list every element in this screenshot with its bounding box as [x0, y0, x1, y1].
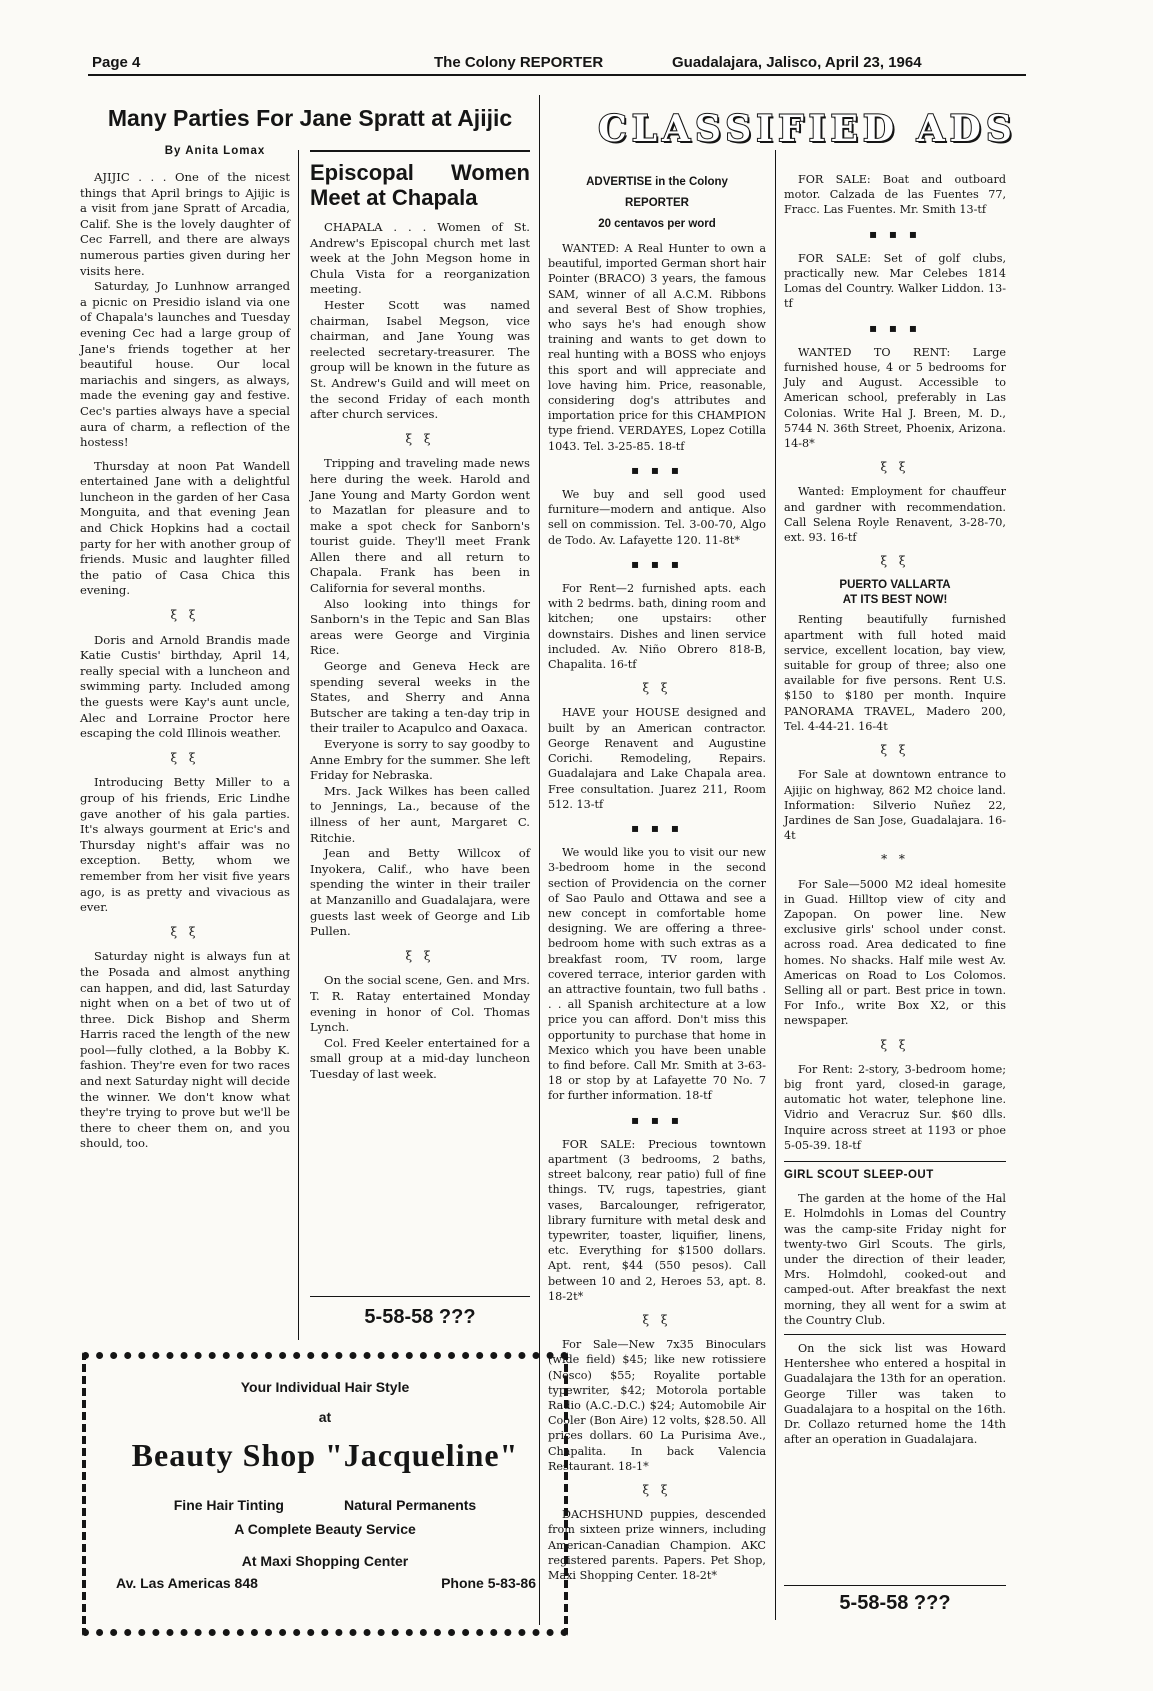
classifieds-phone-promo: 5-58-58 ???: [839, 1592, 951, 1614]
section-ornament: ξ ξ: [405, 431, 435, 446]
episcopal-paragraph: Mrs. Jack Wilkes has been called to Jennings, La., because of the illness of her aunt, Margaret C. Ritchie.: [310, 783, 530, 845]
classified-ads-title: CLASSIFIED ADS: [598, 108, 1017, 150]
classified-ad: We would like you to visit our new 3-bedroom home in the second section of Providencia on the corner of Sao Paulo and Ottawa and see a new concept in comfortable home designing. We are offering a three-bedroom home with such extras as a breakfast room, TV room, large covered terrace, interior garden with an attractive fountain, two full baths . . . all Spanish architecture at a low price you can afford. Don't miss this opportunity to purchase that home in Mexico which you have been unable to find before. Call Mr. Smith at 3-63-18 or stop by at Lafayette 70 No. 7 for further information. 18-tf: [548, 846, 766, 1103]
section-ornament: ξ ξ: [642, 681, 672, 696]
classifieds-intro-line: ADVERTISE in the Colony: [586, 176, 728, 188]
header-rule: [88, 74, 1026, 76]
section-ornament: ξ ξ: [880, 460, 910, 475]
ad-line-2: at: [318, 1409, 332, 1425]
classified-ad: WANTED: A Real Hunter to own a beautiful, imported German short hair Pointer (BRACO) 3 years, the famous SAM, winner of all A.C.M. Ribbons and several Best of Show trophies, who says he's had enough show training and wants to get down to real hunting with a BOSS who enjoys this sport and will appreciate and love having him. Price, reasonable, considering dog's attributes and importation price for this CHAMPION type friend. VERDAYES, Lopez Cotilla 1043. Tel. 3-25-85. 18-tf: [548, 242, 766, 453]
shop-name: Beauty Shop "Jacqueline": [131, 1437, 519, 1473]
classified-ad: We buy and sell good used furniture—modern and antique. Also sell on commission. Tel. 3-00-70, Algo de Todo. Av. Lafayette 120. 11-8t*: [548, 488, 766, 547]
section-ornament: ξ ξ: [170, 750, 200, 765]
classified-ad: Renting beautifully furnished apartment with full hoted maid service, excellent location, bay view, suitable for group of three; also one available for five persons. Rent U.S. $150 to $180 per month. Inquire PANORAMA TRAVEL, Madero 200, Tel. 4-44-21. 16-4t: [784, 613, 1006, 733]
parties-headline: Many Parties For Jane Spratt at Ajijic: [107, 105, 513, 131]
episcopal-paragraph: Hester Scott was named chairman, Isabel Megson, vice chairman, and Jane Young was reelected secretary-treasurer. The group will be known in the future as St. Andrew's Guild and will meet on the second Friday of each month after church services.: [310, 297, 530, 422]
section-ornament: ξ ξ: [405, 948, 435, 963]
episcopal-article-body: [310, 160, 530, 1082]
episcopal-headline: Episcopal Women Meet at Chapala: [310, 160, 530, 210]
parties-paragraph: Thursday at noon Pat Wandell entertained Jane with a delightful luncheon in the garden of her Casa Monguita, and that evening Jean and Chick Hopkins had a coctail party for her with another group of friends. Music and laughter filled the patio of Casa Chica this evening.: [80, 458, 290, 598]
classifieds-column-2: [784, 172, 1006, 1447]
parties-byline: By Anita Lomax: [164, 145, 266, 157]
parties-paragraph: Doris and Arnold Brandis made Katie Custis' birthday, April 14, really special with a luncheon and swimming party. Included among the guests were Kay's aunt uncle, Alec and Lorraine Proctor here escaping the cold Illinois weather.: [80, 632, 290, 741]
vallarta-subheading: AT ITS BEST NOW!: [842, 594, 948, 607]
column-rule-3: [775, 150, 776, 1620]
news-paragraph: On the sick list was Howard Hentershee who entered a hospital in Guadalajara the 13th for an operation. George Tiller was taken to Guadalajara to a hospital on the 16th. Dr. Collazo returned home the 14th after an operation in Guadalajara.: [784, 1342, 1006, 1447]
episcopal-paragraph: Everyone is sorry to say goodby to Anne Embry for the summer. She left Friday for Nebraska.: [310, 737, 530, 783]
section-ornament: ξ ξ: [880, 554, 910, 569]
episcopal-paragraph: Tripping and traveling made news here during the week. Harold and Jane Young and Marty Gordon went to Mazatlan for pleasure and to make a spot check for Sanborn's tourist guide. They'll meet Frank Allen there and all return to Chapala. Frank has been in California for several months.: [310, 456, 530, 596]
beauty-shop-ad: [82, 1352, 568, 1636]
episcopal-paragraph: Jean and Betty Willcox of Inyokera, Calif., who have been spending the winter in their trailer at Manzanillo and Guadalajara, were guests last week of George and Lib Pullen.: [310, 846, 530, 939]
episcopal-paragraph: Also looking into things for Sanborn's in the Tepic and San Blas areas were George and Virginia Rice.: [310, 596, 530, 658]
episcopal-paragraph: George and Geneva Heck are spending several weeks in the States, and Sherry and Anna Butscher are taking a ten-day trip in their trailer to Acapulco and Oaxaca.: [310, 659, 530, 736]
episcopal-bottom-rule: [310, 1296, 530, 1297]
column-rule-1: [298, 150, 299, 1340]
classifieds-column-1: [548, 172, 766, 1583]
vallarta-heading: PUERTO VALLARTA: [839, 579, 951, 592]
service-permanents: Natural Permanents: [343, 1497, 477, 1513]
section-ornament: ξ ξ: [880, 743, 910, 758]
parties-paragraph: Saturday night is always fun at the Posada and almost anything can happen, and did, last Saturday night when on a bet of two ut of three. Dick Bishop and Sherm Harris raced the length of the new pool—fully clothed, a la Bobby K. fashion. They're even for two races and next Saturday night will decide the winner. We don't know what they're trying to prove but we'll be there to cheer them on, and you should, too.: [80, 949, 290, 1151]
parties-paragraph: Saturday, Jo Lunhnow arranged a picnic on Presidio island via one of Chapala's launches and Tuesday evening Cec had a large group of Jane's friends together at her beautiful house. Our local mariachis and singers, as always, made the evening gay and festive. Cec's parties always have a special aura of charm, a reflection of the hostess!: [80, 279, 290, 450]
episcopal-top-rule: [310, 150, 530, 152]
classified-ad: For Rent—2 furnished apts. each with 2 bedrms. bath, dining room and kitchen; one upstairs: other downstairs. Dishes and linen service included. Av. Niño Obrero 818-B, Chapalita. 16-tf: [548, 582, 766, 672]
section-ornament: ξ ξ: [170, 924, 200, 939]
dot-ornament: ▪ ▪ ▪: [630, 556, 684, 571]
section-ornament: ξ ξ: [642, 1313, 672, 1327]
classified-ad: FOR SALE: Boat and outboard motor. Calzada de las Fuentes 77, Fracc. Las Fuentes. Mr. Smith 13-tf: [784, 173, 1006, 217]
classifieds-price-line: 20 centavos per word: [598, 218, 716, 230]
classified-ad: For Sale—New 7x35 Binoculars (wide field) $45; like new rotissiere (Nesco) $55; Royalite portable typewriter, $42; Motorola portable Radio (A.C.-D.C.) $24; Automobile Air Cooler (Bon Aire) 12 volts, $28.50. All prices dollars. 60 La Purisima Ave., Chapalita. In back Valencia Restaurant. 18-1*: [548, 1338, 766, 1473]
classified-ad: DACHSHUND puppies, descended from sixteen prize winners, including American-Canadian Champion. AKC registered parents. Papers. Pet Shop, Maxi Shopping Center. 18-2t*: [548, 1508, 766, 1583]
ad-services: [86, 1497, 564, 1513]
section-ornament: ξ ξ: [170, 608, 200, 623]
parties-article-body: [80, 170, 290, 1152]
episcopal-paragraph: Col. Fred Keeler entertained for a small group at a mid-day luncheon Tuesday of last week.: [310, 1035, 530, 1081]
classifieds-intro-line: REPORTER: [625, 197, 689, 209]
star-ornament: * *: [881, 852, 909, 867]
section-ornament: ξ ξ: [880, 1037, 910, 1052]
classified-ad: WANTED TO RENT: Large furnished house, 4 or 5 bedrooms for July and August. Accessible to American school, preferably in Las Colonias. Write Hal J. Breen, M. D., 5744 N. 36th Street, Phoenix, Arizona. 14-8*: [784, 345, 1006, 451]
classified-ad: For Sale at downtown entrance to Ajijic on highway, 862 M2 choice land. Information: Silverio Nuñez 22, Jardines de San Jose, Guadalajara. 16-4t: [784, 768, 1006, 843]
episcopal-phone-promo: 5-58-58 ???: [364, 1306, 476, 1328]
service-tinting: Fine Hair Tinting: [173, 1497, 284, 1513]
dot-ornament: ▪ ▪ ▪: [868, 226, 922, 241]
ad-address: Av. Las Americas 848: [116, 1575, 258, 1591]
ad-phone: Phone 5-83-86: [441, 1575, 536, 1591]
dateline: Guadalajara, Jalisco, April 23, 1964: [672, 54, 922, 71]
classified-ad: FOR SALE: Set of golf clubs, practically new. Mar Celebes 1814 Lomas del Country. Walker Liddon. 13-tf: [784, 251, 1006, 311]
dot-ornament: ▪ ▪ ▪: [630, 1112, 684, 1127]
episcopal-paragraph: CHAPALA . . . Women of St. Andrew's Episcopal church met last week at the John Megson home in Chula Vista for a reorganization meeting.: [310, 220, 530, 297]
classified-ad: FOR SALE: Precious towntown apartment (3 bedrooms, 2 baths, street balcony, rear patio) full of fine things. TV, rugs, tapestries, giant vases, Barcalounger, refrigerator, library furniture with metal desk and typewriter, toaster, liquifier, linens, etc. Everything for $1500 dollars. Apt. rent, $44 (550 pesos). Call between 10 and 2, Heroes 53, apt. 8. 18-2t*: [548, 1137, 766, 1303]
news-paragraph: The garden at the home of the Hal E. Holmdohls in Lomas del Country was the camp-site Friday night for twenty-two Girl Scouts. The girls, under the direction of their leader, Mrs. Holmdohl, cooked-out and camped-out. After breakfast the next morning, they all went for a swim at the Country Club.: [784, 1192, 1006, 1327]
ad-tagline: A Complete Beauty Service: [234, 1521, 416, 1537]
classified-ad: For Rent: 2-story, 3-bedroom home; big front yard, closed-in garage, automatic hot water, telephone line. Vidrio and Veracruz Sur. $60 dlls. Inquire across street at 1193 or phoe 5-05-39. 18-tf: [784, 1062, 1006, 1152]
paper-title: The Colony REPORTER: [434, 54, 604, 71]
dot-ornament: ▪ ▪ ▪: [630, 462, 684, 477]
dot-ornament: ▪ ▪ ▪: [868, 320, 922, 335]
classifieds-bottom-rule: [784, 1585, 1006, 1586]
parties-paragraph: AJIJIC . . . One of the nicest things that April brings to Ajijic is a visit from jane Spratt of Arcadia, Calif. She is the lovely daughter of Cec Farrell, and there are always numerous parties given during her visits here.: [80, 170, 290, 278]
dot-ornament: ▪ ▪ ▪: [630, 820, 684, 835]
section-ornament: ξ ξ: [642, 1483, 672, 1498]
episcopal-paragraph: On the social scene, Gen. and Mrs. T. R. Ratay entertained Monday evening in honor of Col. Thomas Lynch.: [310, 973, 530, 1035]
page-header: [92, 44, 1022, 70]
classified-ad: HAVE your HOUSE designed and built by an American contractor. George Renavent and Augustine Corichi. Remodeling, Repairs. Guadalajara and Lake Chapala area. Free consultation. Juarez 211, Room 512. 13-tf: [548, 706, 766, 811]
ad-footer: [116, 1575, 536, 1591]
girl-scout-heading: GIRL SCOUT SLEEP-OUT: [784, 1168, 934, 1181]
ad-location: At Maxi Shopping Center: [241, 1553, 409, 1569]
classified-ad: For Sale—5000 M2 ideal homesite in Guad. Hilltop view of city and Zapopan. On power line. New exclusive girls' school under const. across road. Area dedicated to fine homes. No shacks. Half mile west Av. Americas on Road to Los Colomos. Selling all or part. Best price in town. For Info., write Box X2, or this newspaper.: [784, 877, 1006, 1028]
ad-line-1: Your Individual Hair Style: [240, 1379, 410, 1395]
page-number: Page 4: [92, 54, 141, 71]
classified-ad: Wanted: Employment for chauffeur and gardner with recommendation. Call Selena Royle Renavent, 3-28-70, ext. 93. 16-tf: [784, 485, 1006, 545]
parties-paragraph: Introducing Betty Miller to a group of his friends, Eric Lindhe gave another of his gala parties. It's always gourment at Eric's and Thursday night's affair was no exception. Betty, whom we remember from her visit five years ago, is as pretty and vivacious as ever.: [80, 775, 290, 915]
